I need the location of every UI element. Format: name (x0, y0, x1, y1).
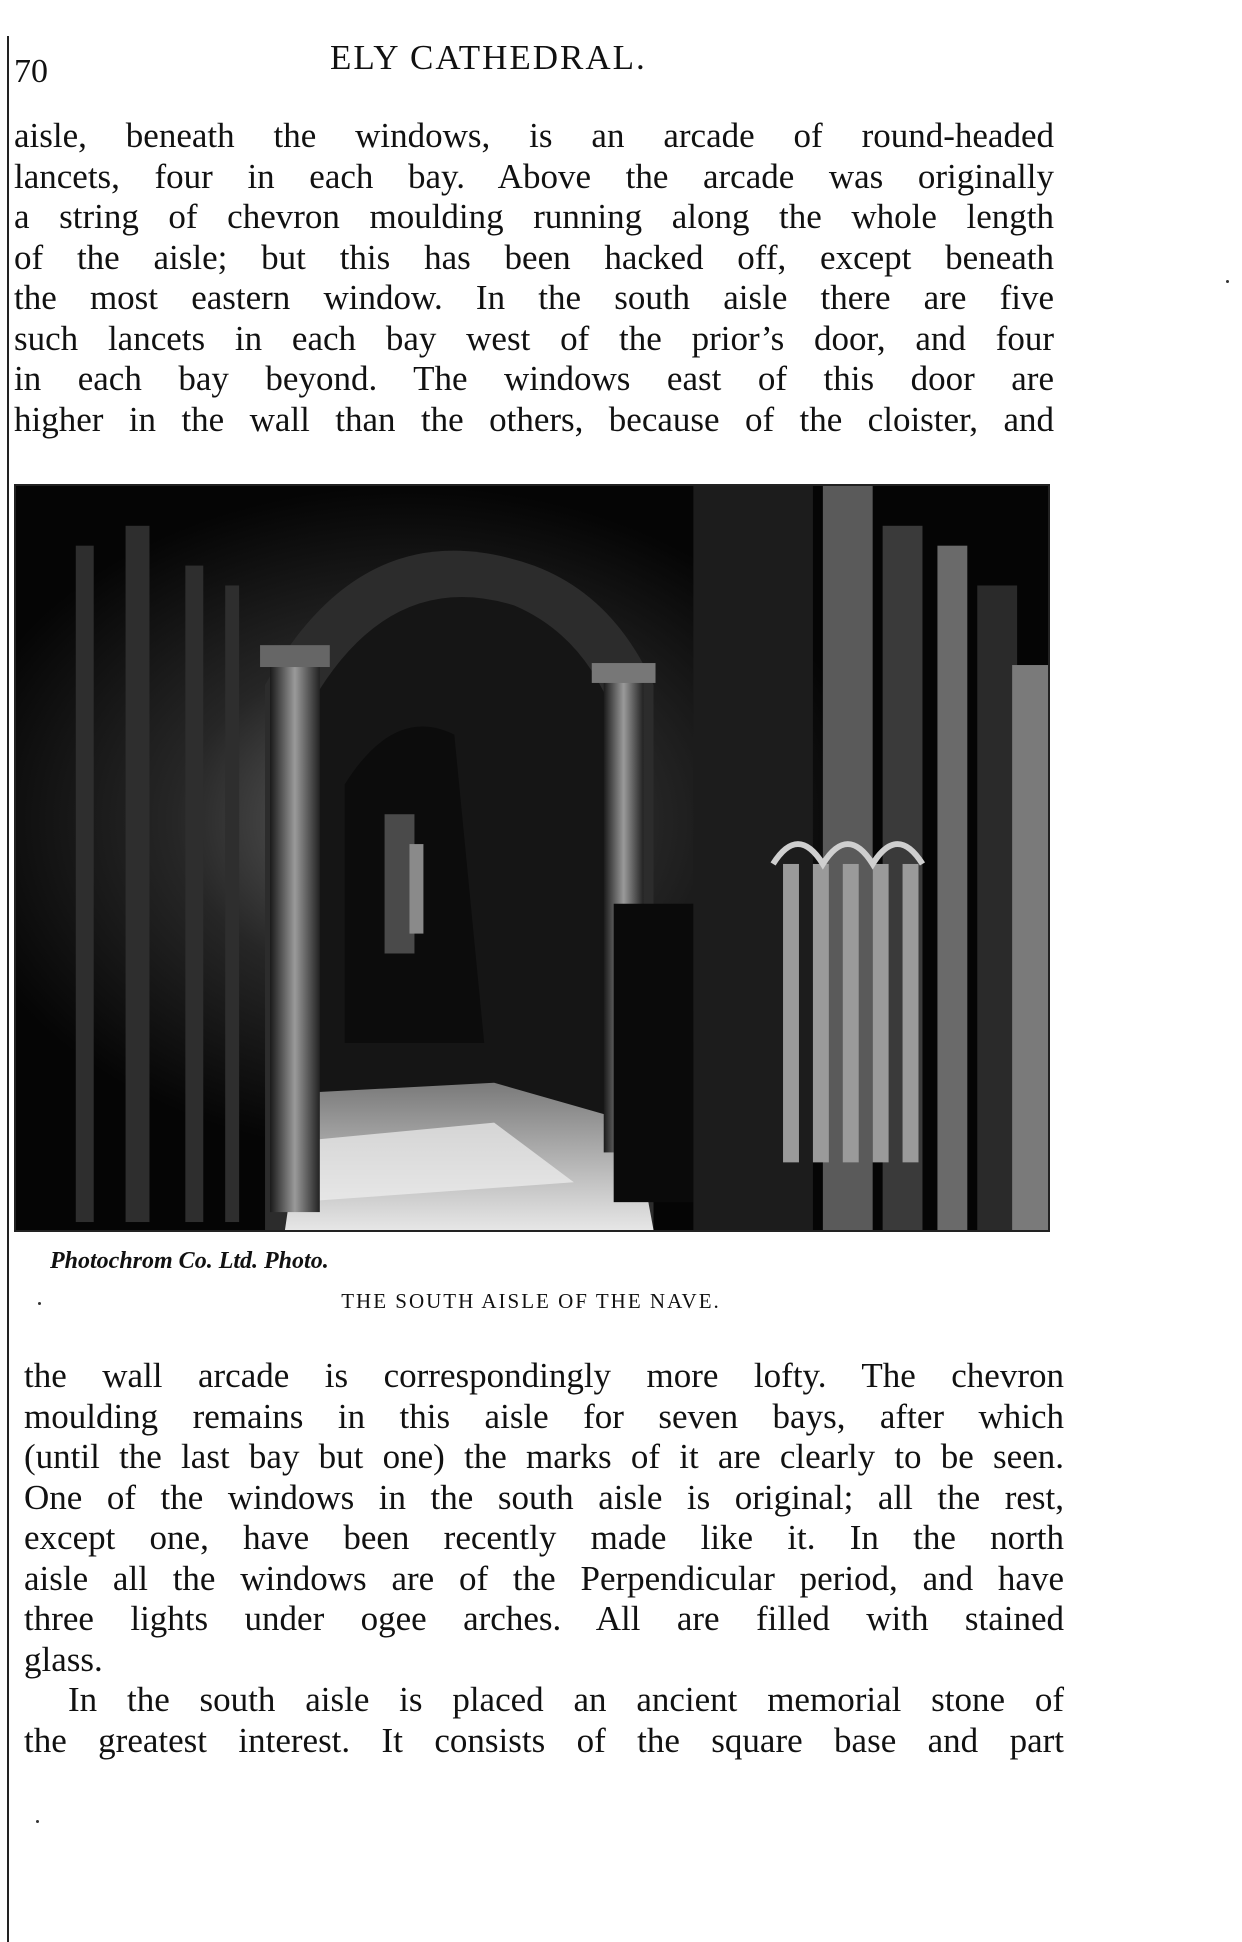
left-column (270, 655, 320, 1212)
photo-credit: Photochrom Co. Ltd. Photo. (50, 1248, 329, 1274)
cathedral-aisle-photo (16, 486, 1048, 1230)
text-line: the most eastern window. In the south aisle there are five (14, 278, 1054, 317)
text-line: in each bay beyond. The windows east of this door are (14, 359, 1054, 398)
text-line-paragraph-start: In the south aisle is placed an ancient memorial stone of (68, 1680, 1064, 1719)
pier-shaft (977, 585, 1017, 1230)
text-line: three lights under ogee arches. All are filled with stained (24, 1599, 1064, 1638)
text-line: of the aisle; but this has been hacked off, except beneath (14, 237, 1054, 277)
text-line: the greatest interest. It consists of the square base and part (24, 1720, 1064, 1760)
plate-caption (0, 1286, 1242, 1316)
caption-text: THE SOUTH AISLE OF THE NAVE. (341, 1289, 721, 1313)
page-number: 70 (14, 53, 48, 90)
photo-plate-south-aisle (14, 484, 1050, 1232)
body-text-top (14, 116, 1054, 440)
right-edge-shaft (1012, 665, 1048, 1230)
print-speck (38, 1302, 41, 1305)
gutter-edge (7, 36, 9, 1942)
memorial-block (614, 904, 694, 1202)
body-text-bottom (24, 1356, 1064, 1761)
text-line: except one, have been recently made like it. In the north (24, 1518, 1064, 1557)
column-capital (592, 663, 656, 683)
text-line: aisle, beneath the windows, is an arcade of round-headed (14, 116, 1054, 155)
pier-shaft (937, 546, 967, 1230)
text-line: such lancets in each bay west of the prior’s door, and four (14, 318, 1054, 358)
text-line: the wall arcade is correspondingly more lofty. The chevron (24, 1356, 1064, 1395)
print-speck (36, 1820, 39, 1823)
text-line: higher in the wall than the others, because of the cloister, and (14, 399, 1054, 439)
text-line: glass. (24, 1639, 103, 1679)
text-line: a string of chevron moulding running along the whole length (14, 197, 1054, 236)
running-title: ELY CATHEDRAL. (330, 38, 647, 77)
text-line: lancets, four in each bay. Above the arcade was originally (14, 156, 1054, 196)
text-line: aisle all the windows are of the Perpendicular period, and have (24, 1558, 1064, 1598)
distant-window (409, 844, 423, 934)
text-line: (until the last bay but one) the marks of it are clearly to be seen. (24, 1437, 1064, 1476)
text-line: One of the windows in the south aisle is original; all the rest, (24, 1477, 1064, 1517)
print-speck (1226, 280, 1229, 283)
column-capital (260, 645, 330, 667)
text-line: moulding remains in this aisle for seven bays, after which (24, 1396, 1064, 1436)
